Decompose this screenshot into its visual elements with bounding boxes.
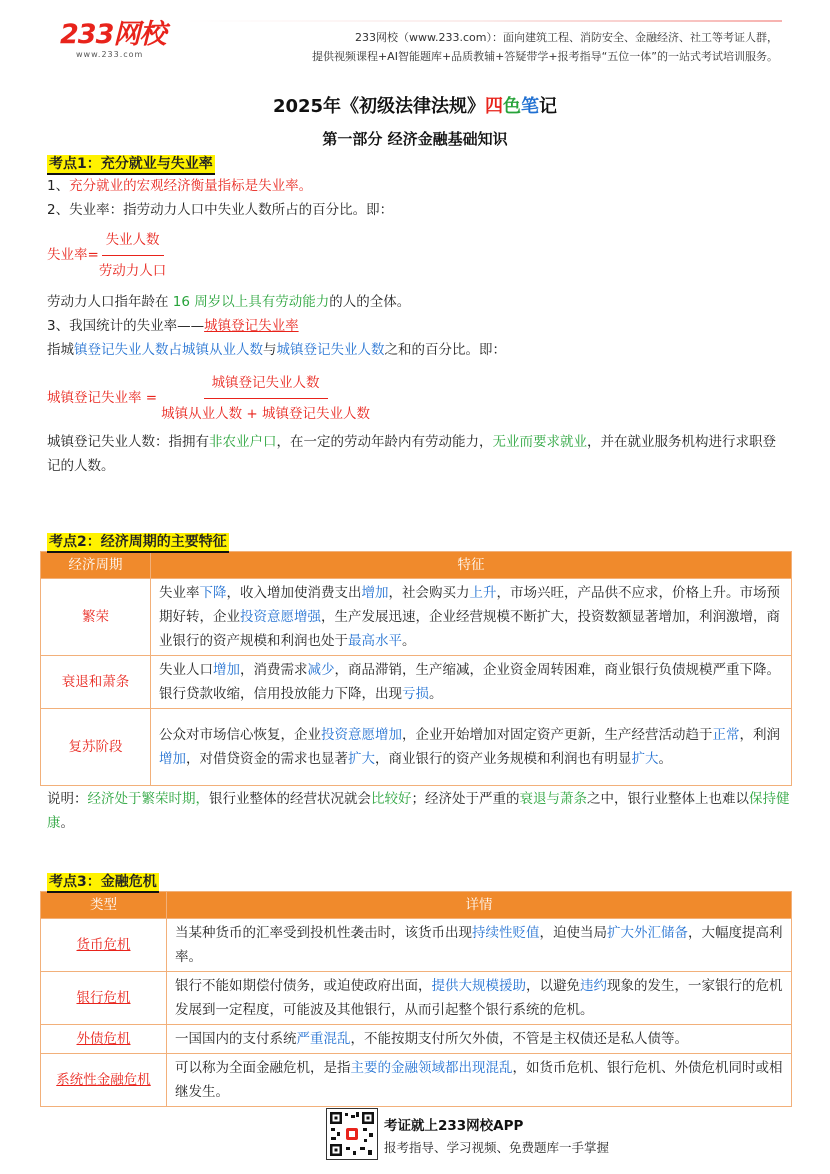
page-footer (0, 1104, 830, 1164)
s2-note: 说明：经济处于繁荣时期，银行业整体的经营状况就会比较好；经济处于严重的衰退与萧条之中，银行业整体上也难以保持健康。 (47, 791, 790, 831)
s1-para-5: 指城镇登记失业人数占城镇从业人数与城镇登记失业人数之和的百分比。即： (47, 342, 506, 358)
title-char-3: 笔 (521, 96, 540, 117)
title-char-2: 色 (503, 96, 522, 117)
table-row (41, 919, 792, 972)
s1-para-6: 城镇登记失业人数：指拥有非农业户口，在一定的劳动年龄内有劳动能力，无业而要求就业，并在就业服务机构进行求职登记的人数。 (47, 434, 776, 474)
title-char-1: 四 (485, 96, 504, 117)
crisis-detail: 一国国内的支付系统严重混乱，不能按期支付所欠外债，不管是主权债还是私人债等。 (167, 1025, 792, 1054)
section-1 (47, 152, 783, 478)
header-line-2: 提供视频课程+AI智能题库+品质教辅+答疑带学+报考指导“五位一体”的一站式考试培训服务。 (311, 50, 778, 63)
table-header-row (41, 892, 792, 919)
col-header-type: 类型 (41, 892, 167, 919)
table-row (41, 709, 792, 786)
cycle-name: 复苏阶段 (41, 709, 151, 786)
col-header-feature: 特征 (151, 552, 792, 579)
s1-para-4: 3、我国统计的失业率——城镇登记失业率 (47, 318, 299, 334)
section-2-heading: 考点2：经济周期的主要特征 (47, 533, 229, 553)
crisis-detail: 当某种货币的汇率受到投机性袭击时，该货币出现持续性贬值，迫使当局扩大外汇储备，大幅度提高利率。 (167, 919, 792, 972)
section-3 (40, 870, 792, 1107)
section-3-heading: 考点3：金融危机 (47, 873, 159, 893)
section-1-heading: 考点1：充分就业与失业率 (47, 155, 215, 175)
footer-app-slogan: 考证就上233网校APP (384, 1118, 524, 1134)
logo (60, 20, 165, 60)
crisis-detail: 可以称为全面金融危机，是指主要的金融领域都出现混乱，如货币危机、银行危机、外债危机同时或相继发生。 (167, 1054, 792, 1107)
crisis-type: 货币危机 (41, 919, 167, 972)
cycle-feature: 失业人口增加，消费需求减少，商品滞销，生产缩减，企业资金周转困难，商业银行负债规模严重下降。银行贷款收缩，信用投放能力下降，出现亏损。 (151, 656, 792, 709)
s1-para-1: 1、充分就业的宏观经济衡量指标是失业率。 (47, 178, 313, 194)
formula-urban-unemployment-rate: 城镇登记失业率 = $\frac{\text{城镇登记失业人数}}{\text{城镇从业人数 + 城镇登记失业人数}}$ (47, 368, 783, 428)
section-2 (40, 530, 792, 835)
title-char-4: 记 (539, 96, 558, 117)
cycle-name: 繁荣 (41, 579, 151, 656)
page-subtitle: 第一部分 经济金融基础知识 (322, 130, 508, 148)
header-line-1: 233网校（www.233.com）：面向建筑工程、消防安全、金融经济、社工等考证人群， (355, 31, 778, 44)
qr-code-icon (326, 1108, 378, 1160)
page-header (0, 0, 830, 76)
logo-subtext: www.233.com (76, 50, 144, 59)
cycle-feature: 公众对市场信心恢复，企业投资意愿增加，企业开始增加对固定资产更新，生产经营活动趋于正常，利润增加，对借贷资金的需求也显著扩大，商业银行的资产业务规模和利润也有明显扩大。 (151, 709, 792, 786)
financial-crisis-table (40, 891, 792, 1107)
crisis-detail: 银行不能如期偿付债务，或迫使政府出面，提供大规模援助，以避免违约现象的发生，一家银行的危机发展到一定程度，可能波及其他银行，从而引起整个银行系统的危机。 (167, 972, 792, 1025)
table-row (41, 579, 792, 656)
cycle-name: 衰退和萧条 (41, 656, 151, 709)
col-header-detail: 详情 (167, 892, 792, 919)
crisis-type: 银行危机 (41, 972, 167, 1025)
footer-app-description: 报考指导、学习视频、免费题库一手掌握 (384, 1140, 610, 1155)
table-row (41, 656, 792, 709)
page-title (0, 92, 830, 118)
header-divider (185, 20, 782, 22)
crisis-type: 系统性金融危机 (41, 1054, 167, 1107)
title-main: 2025年《初级法律法规》 (272, 96, 486, 117)
formula-unemployment-rate: 失业率= $\frac{\text{失业人数}}{\text{劳动力人口}}$ (47, 226, 783, 284)
crisis-type: 外债危机 (41, 1025, 167, 1054)
table-row (41, 1054, 792, 1107)
col-header-cycle: 经济周期 (41, 552, 151, 579)
s1-para-3: 劳动力人口指年龄在 16 周岁以上具有劳动能力的人的全体。 (47, 294, 411, 310)
table-row (41, 1025, 792, 1054)
economic-cycle-table (40, 551, 792, 786)
s1-para-2: 2、失业率：指劳动力人口中失业人数所占的百分比。即： (47, 202, 394, 218)
table-row (41, 972, 792, 1025)
cycle-feature: 失业率下降，收入增加使消费支出增加，社会购买力上升，市场兴旺，产品供不应求，价格上升。市场预期好转，企业投资意愿增强，生产发展迅速，企业经营规模不断扩大，投资数额显著增加，利润激增，商业银行的资产规模和利润也处于最高水平。 (151, 579, 792, 656)
logo-text: 233网校 (60, 19, 166, 50)
table-header-row (41, 552, 792, 579)
header-description (312, 28, 778, 66)
